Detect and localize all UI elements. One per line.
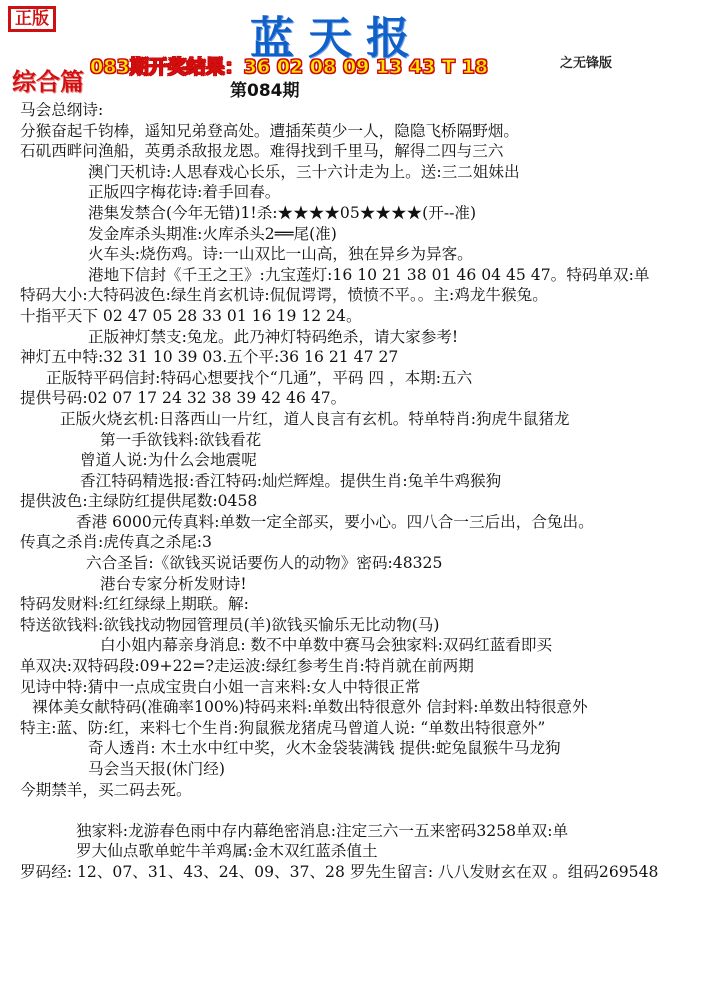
text-line: 十指平天下 02 47 05 28 33 01 16 19 12 24。 xyxy=(20,306,362,325)
text-line: 罗码经: 12、07、31、43、24、09、37、28 罗先生留言: 八八发财玄在双 。组码269548 xyxy=(20,862,659,881)
text-line: 分猴奋起千钧棒，遥知兄弟登高处。遭插茱萸少一人，隐隐飞桥隔野烟。 xyxy=(20,121,520,140)
text-line: 独家料:龙游春色雨中存内幕绝密消息:注定三六一五来密码3258单双:单 xyxy=(76,821,569,840)
draw-results-banner: 083期开奖结果：36 02 08 09 13 43 T 18 xyxy=(90,56,489,78)
text-line: 正版四字梅花诗:着手回春。 xyxy=(88,183,281,202)
text-line: 今期禁羊，买二码去死。 xyxy=(20,780,192,799)
text-line: 香江特码精选报:香江特码:灿烂辉煌。提供生肖:兔羊牛鸡猴狗 xyxy=(80,471,502,490)
text-line: 港台专家分析发财诗! xyxy=(100,574,247,593)
text-line: 港地下信封《千王之王》:九宝莲灯:16 10 21 38 01 46 04 45 47。特码单双:单 xyxy=(88,265,650,284)
text-line: 六合圣旨:《欲钱买说话要伤人的动物》密码:48325 xyxy=(86,554,443,573)
official-edition-stamp: 正版 xyxy=(8,6,56,32)
text-line: 见诗中特:猜中一点成宝贵白小姐一言来料:女人中特很正常 xyxy=(20,677,421,696)
text-line: 特主:蓝、防:红，来料七个生肖:狗鼠猴龙猪虎马曾道人说: “单数出特很意外” xyxy=(20,718,546,737)
text-line: 马会当天报(休门经) xyxy=(88,760,225,778)
article-body xyxy=(0,100,722,883)
newspaper-title: 蓝天报 xyxy=(250,13,424,64)
text-line: 正版火烧玄机:日落西山一片红，道人良言有玄机。特单特肖:狗虎牛鼠猪龙 xyxy=(60,409,570,428)
text-line xyxy=(0,800,722,821)
text-line: 特码发财料:红红绿绿上期联。解: xyxy=(20,595,249,614)
text-line: 第一手欲钱料:欲钱看花 xyxy=(100,430,262,449)
text-line: 正版特平码信封:特码心想要找个“几通”，平码 四 ，本期:五六 xyxy=(46,368,473,387)
text-line: 马会总纲诗: xyxy=(20,101,104,119)
text-line: 特码大小:大特码波色:绿生肖玄机诗:侃侃谔谔，愤愤不平。。主:鸡龙牛猴兔。 xyxy=(20,286,548,305)
text-line: 单双决:双特码段:09+22=?走运波:绿红参考生肖:特肖就在前两期 xyxy=(20,657,474,676)
text-line: 正版神灯禁支:兔龙。此乃神灯特码绝杀，请大家参考! xyxy=(88,327,459,346)
section-title: 综合篇 xyxy=(12,67,84,96)
text-line: 裸体美女献特码(准确率100%)特码来料:单数出特很意外 信封料:单数出特很意外 xyxy=(32,698,588,717)
edition-label: 之无锋版 xyxy=(560,56,613,71)
text-line: 罗大仙点歌单蛇牛羊鸡属:金木双红蓝杀值土 xyxy=(76,842,378,861)
text-line: 发金库杀头期准:火库杀头2══尾(准) xyxy=(88,224,337,243)
text-line: 提供号码:02 07 17 24 32 38 39 42 46 47。 xyxy=(20,389,347,408)
text-line: 奇人透肖: 木土水中红中奖，火木金袋装满钱 提供:蛇兔鼠猴牛马龙狗 xyxy=(88,739,561,758)
text-line: 特送欲钱料:欲钱找动物园管理员(羊)欲钱买愉乐无比动物(马) xyxy=(20,615,440,634)
text-line: 石矶西畔问渔船，英勇杀敌报龙恩。难得找到千里马，解得二四与三六 xyxy=(20,142,504,161)
text-line: 港集发禁合(今年无错)1!杀:★★★★05★★★★(开--准) xyxy=(88,203,477,222)
text-line: 香港 6000元传真料:单数一定全部买，要小心。四八合一三后出，合兔出。 xyxy=(76,512,594,531)
text-line: 提供波色:主绿防红提供尾数:0458 xyxy=(20,492,258,511)
text-line: 曾道人说:为什么会地震呢 xyxy=(80,451,257,470)
text-line: 神灯五中特:32 31 10 39 03.五个平:36 16 21 47 27 xyxy=(20,348,399,367)
text-line: 白小姐内幕亲身消息: 数不中单数中赛马会独家料:双码红蓝看即买 xyxy=(100,636,553,655)
text-line: 澳门天机诗:人思春戏心长乐，三十六计走为上。送:三二姐妹出 xyxy=(88,162,520,181)
text-line: 火车头:烧伤鸡。诗:一山双比一山高，独在异乡为异客。 xyxy=(88,245,473,264)
issue-number: 第084期 xyxy=(230,81,300,101)
text-line: 传真之杀肖:虎传真之杀尾:3 xyxy=(20,533,212,552)
